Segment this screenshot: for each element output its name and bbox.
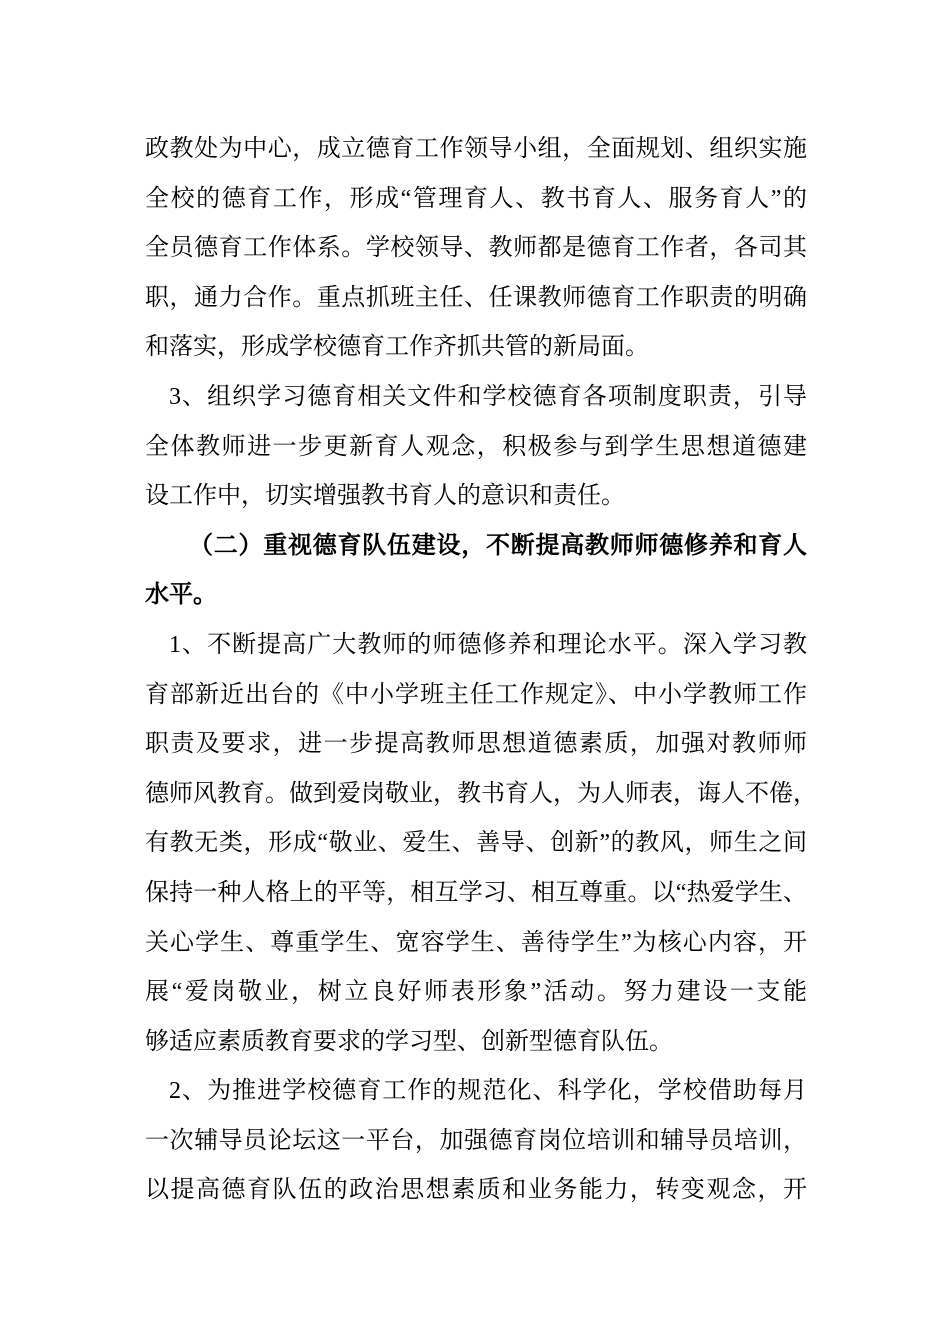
text-line: 一次辅导员论坛这一平台，加强德育岗位培训和辅导员培训， xyxy=(145,1127,807,1154)
text-line: 展“爱岗敬业，树立良好师表形象”活动。努力建设一支能 xyxy=(145,979,807,1006)
text-line: 全员德育工作体系。学校领导、教师都是德育工作者，各司其 xyxy=(145,235,807,262)
heading-line: 水平。 xyxy=(145,582,217,609)
text-line: 职，通力合作。重点抓班主任、任课教师德育工作职责的明确 xyxy=(145,284,807,311)
text-line: 政教处为中心，成立德育工作领导小组，全面规划、组织实施 xyxy=(145,136,807,162)
text-line: 3、组织学习德育相关文件和学校德育各项制度职责，引导 xyxy=(169,383,807,410)
heading-line: （二）重视德育队伍建设，不断提高教师师德修养和育人 xyxy=(189,532,807,559)
paragraph-leadership xyxy=(145,125,807,373)
section-heading xyxy=(145,522,807,621)
text-line: 有教无类，形成“敬业、爱生、善导、创新”的教风，师生之间 xyxy=(145,830,807,857)
text-line: 保持一种人格上的平等，相互学习、相互尊重。以“热爱学生、 xyxy=(145,879,807,906)
paragraph-item-1 xyxy=(145,621,817,1067)
paragraph-item-3 xyxy=(145,373,807,522)
text-line: 关心学生、尊重学生、宽容学生、善待学生”为核心内容，开 xyxy=(145,929,807,956)
text-line: 以提高德育队伍的政治思想素质和业务能力，转变观念，开 xyxy=(145,1177,807,1204)
text-line: 1、不断提高广大教师的师德修养和理论水平。深入学习教 xyxy=(169,631,807,658)
text-line: 2、为推进学校德育工作的规范化、科学化，学校借助每月 xyxy=(169,1078,807,1105)
text-line: 设工作中，切实增强教书育人的意识和责任。 xyxy=(145,483,625,510)
text-line: 德师风教育。做到爱岗敬业，教书育人，为人师表，诲人不倦， xyxy=(145,780,817,807)
text-line: 全校的德育工作，形成“管理育人、教书育人、服务育人”的 xyxy=(145,185,807,212)
text-line: 职责及要求，进一步提高教师思想道德素质，加强对教师师 xyxy=(145,731,807,758)
paragraph-item-2 xyxy=(145,1067,807,1216)
text-line: 和落实，形成学校德育工作齐抓共管的新局面。 xyxy=(145,334,649,361)
text-line: 全体教师进一步更新育人观念，积极参与到学生思想道德建 xyxy=(145,433,807,460)
text-line: 够适应素质教育要求的学习型、创新型德育队伍。 xyxy=(145,1028,673,1055)
text-line: 育部新近出台的《中小学班主任工作规定》、中小学教师工作 xyxy=(145,681,807,708)
document-page xyxy=(145,125,817,1216)
